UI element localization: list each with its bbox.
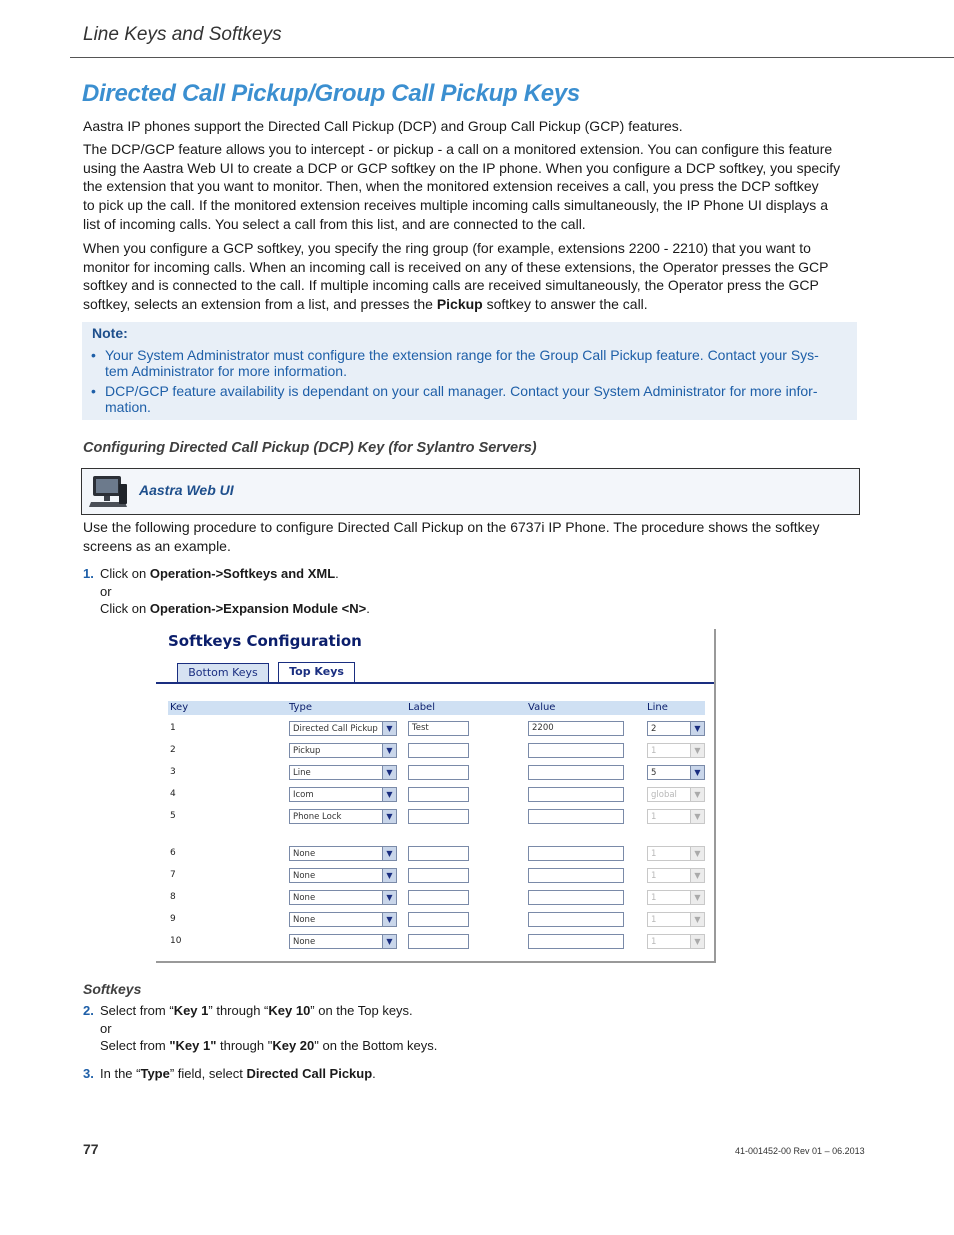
- note-line: DCP/GCP feature availability is dependant on your call manager. Contact your System Administrator for more infor-: [105, 383, 818, 399]
- chevron-down-icon: ▼: [382, 891, 396, 904]
- bullet-icon: •: [91, 347, 96, 363]
- line-value: 2: [651, 724, 657, 734]
- type-value: None: [293, 937, 316, 947]
- key-number: 1: [170, 723, 176, 733]
- type-value: Directed Call Pickup: [293, 724, 378, 734]
- gcp-paragraph: [83, 239, 858, 314]
- document-id: 41-001452-00 Rev 01 – 06.2013: [735, 1146, 865, 1156]
- line-select[interactable]: [647, 868, 705, 883]
- step-1: [100, 565, 370, 618]
- chevron-down-icon: ▼: [382, 788, 396, 801]
- dcp-line: to pick up the call. If the monitored extension receives multiple incoming calls simultaneously, the IP Phone UI displays a: [83, 197, 828, 214]
- note-line: Your System Administrator must configure the extension range for the Group Call Pickup feature. Contact your Sys-: [105, 347, 819, 363]
- step-text: Select from “: [100, 1003, 174, 1018]
- chevron-down-icon: ▼: [690, 744, 704, 757]
- note-line: mation.: [105, 399, 151, 415]
- gcp-line: softkey and is connected to the call. If multiple incoming calls are received simultaneously, the Operator press the GCP: [83, 277, 819, 294]
- chevron-down-icon: ▼: [382, 847, 396, 860]
- step-text: ” field, select: [169, 1066, 247, 1081]
- value-input[interactable]: [528, 809, 624, 824]
- running-header: Line Keys and Softkeys: [83, 24, 282, 45]
- type-value: Icom: [293, 790, 314, 800]
- line-value: 1: [651, 812, 657, 822]
- type-value: None: [293, 893, 316, 903]
- line-value: 1: [651, 893, 657, 903]
- step-line: [100, 1037, 437, 1055]
- dcp-paragraph: [83, 140, 858, 234]
- chevron-down-icon: ▼: [382, 766, 396, 779]
- value-input[interactable]: [528, 846, 624, 861]
- type-select[interactable]: [289, 765, 397, 780]
- type-value: None: [293, 849, 316, 859]
- label-input[interactable]: [408, 868, 469, 883]
- value-input[interactable]: [528, 934, 624, 949]
- dcp-line: using the Aastra Web UI to create a DCP or GCP softkey on the IP phone. When you configure a DCP softkey, you specify: [83, 159, 841, 176]
- line-value: 1: [651, 915, 657, 925]
- field-term: Type: [140, 1066, 170, 1081]
- chevron-down-icon: ▼: [690, 766, 704, 779]
- line-select[interactable]: [647, 787, 705, 802]
- key-number: 6: [170, 848, 176, 858]
- step-line: [100, 600, 370, 618]
- type-value: None: [293, 915, 316, 925]
- chevron-down-icon: ▼: [382, 810, 396, 823]
- note-item: [91, 347, 847, 379]
- step-text: .: [372, 1066, 376, 1081]
- step-text: In the “: [100, 1066, 141, 1081]
- step-line: [100, 565, 370, 583]
- chevron-down-icon: ▼: [382, 744, 396, 757]
- intro-text: Aastra IP phones support the Directed Call Pickup (DCP) and Group Call Pickup (GCP) features.: [83, 118, 683, 134]
- key-number: 10: [170, 936, 182, 946]
- softkeys-config-title: Softkeys Configuration: [168, 632, 362, 650]
- step-text: .: [366, 601, 370, 616]
- gcp-text: softkey to answer the call.: [482, 296, 648, 313]
- chevron-down-icon: ▼: [690, 891, 704, 904]
- value-input[interactable]: [528, 912, 624, 927]
- computer-monitor-icon: [89, 474, 129, 510]
- key-number: 2: [170, 745, 176, 755]
- step-2: [100, 1002, 437, 1055]
- chevron-down-icon: ▼: [382, 722, 396, 735]
- line-select[interactable]: [647, 765, 705, 780]
- dcp-line: The DCP/GCP feature allows you to intercept - or pickup - a call on a monitored extension. You can configure this feature: [83, 141, 833, 157]
- web-ui-banner: [81, 468, 860, 515]
- column-header-value: Value: [526, 701, 647, 715]
- value-input[interactable]: [528, 868, 624, 883]
- step-number: 2.: [83, 1003, 94, 1018]
- softkeys-screenshot: [156, 629, 716, 963]
- gcp-line: When you configure a GCP softkey, you specify the ring group (for example, extensions 2200 - 2210) that you want to: [83, 240, 811, 256]
- key-term: Key 20: [272, 1038, 315, 1053]
- key-term: "Key 1": [169, 1038, 217, 1053]
- step-number: 3.: [83, 1066, 94, 1081]
- label-input[interactable]: [408, 912, 469, 927]
- key-term: Key 10: [268, 1003, 311, 1018]
- step-line: [100, 1002, 437, 1020]
- value-input[interactable]: [528, 890, 624, 905]
- line-value: 1: [651, 871, 657, 881]
- key-number: 9: [170, 914, 176, 924]
- type-select[interactable]: [289, 846, 397, 861]
- chevron-down-icon: ▼: [690, 847, 704, 860]
- gcp-line: monitor for incoming calls. When an incoming call is received on any of these extensions, the Operator presses the GCP: [83, 258, 829, 275]
- note-item: [91, 383, 847, 415]
- step-3: [100, 1065, 376, 1083]
- step-text: through ": [216, 1038, 273, 1053]
- chevron-down-icon: ▼: [382, 913, 396, 926]
- header-divider: [70, 57, 954, 58]
- page-title: Directed Call Pickup/Group Call Pickup Keys: [82, 80, 580, 107]
- dcp-line: list of incoming calls. You select a call from this list, and are connected to the call.: [83, 215, 586, 232]
- chevron-down-icon: ▼: [382, 869, 396, 882]
- step-text: .: [335, 566, 339, 581]
- label-input[interactable]: [408, 846, 469, 861]
- line-value: 1: [651, 937, 657, 947]
- key-number: 5: [170, 811, 176, 821]
- step-text: Click on: [100, 601, 150, 616]
- step-or: or: [100, 583, 112, 599]
- note-box: [82, 322, 857, 420]
- type-select[interactable]: [289, 868, 397, 883]
- type-select[interactable]: [289, 912, 397, 927]
- procedure-line: screens as an example.: [83, 537, 231, 554]
- column-header-label: Label: [406, 701, 528, 715]
- dcp-line: the extension that you want to monitor. Then, when the monitored extension receives a call, you press the DCP softkey: [83, 178, 819, 195]
- bullet-icon: •: [91, 383, 96, 399]
- key-number: 4: [170, 789, 176, 799]
- column-header-key: Key: [168, 701, 289, 715]
- line-select[interactable]: [647, 743, 705, 758]
- type-value: None: [293, 871, 316, 881]
- line-select[interactable]: [647, 912, 705, 927]
- step-or: or: [100, 1020, 112, 1036]
- line-value: global: [651, 790, 677, 800]
- label-input[interactable]: [408, 809, 469, 824]
- step-text: ” on the Top keys.: [310, 1003, 413, 1018]
- section-subheading: Configuring Directed Call Pickup (DCP) Key (for Sylantro Servers): [83, 440, 537, 456]
- key-number: 8: [170, 892, 176, 902]
- value-input[interactable]: 2200: [528, 721, 624, 736]
- type-value: Line: [293, 768, 311, 778]
- chevron-down-icon: ▼: [690, 869, 704, 882]
- tab-top-keys[interactable]: Top Keys: [278, 662, 355, 683]
- line-select[interactable]: [647, 846, 705, 861]
- type-select[interactable]: [289, 787, 397, 802]
- chevron-down-icon: ▼: [690, 913, 704, 926]
- type-select[interactable]: [289, 934, 397, 949]
- gcp-text: softkey, selects an extension from a list, and presses the: [83, 296, 437, 313]
- line-value: 5: [651, 768, 657, 778]
- type-select[interactable]: [289, 743, 397, 758]
- key-term: Key 1: [173, 1003, 209, 1018]
- label-input[interactable]: [408, 890, 469, 905]
- label-input[interactable]: [408, 787, 469, 802]
- value-input[interactable]: [528, 743, 624, 758]
- option-term: Directed Call Pickup: [246, 1066, 373, 1081]
- step-text: Click on: [100, 566, 150, 581]
- line-select[interactable]: [647, 809, 705, 824]
- line-value: 1: [651, 849, 657, 859]
- step-text: " on the Bottom keys.: [314, 1038, 438, 1053]
- step-number: 1.: [83, 566, 94, 581]
- type-value: Pickup: [293, 746, 321, 756]
- chevron-down-icon: ▼: [690, 788, 704, 801]
- line-value: 1: [651, 746, 657, 756]
- web-ui-label: Aastra Web UI: [139, 482, 234, 498]
- label-input[interactable]: [408, 743, 469, 758]
- page-number: 77: [83, 1141, 99, 1157]
- menu-path: Operation->Expansion Module <N>: [149, 601, 367, 616]
- figure-caption: Softkeys: [83, 981, 142, 997]
- label-input[interactable]: [408, 765, 469, 780]
- value-input[interactable]: [528, 787, 624, 802]
- procedure-line: Use the following procedure to configure Directed Call Pickup on the 6737i IP Phone. The procedure shows the softkey: [83, 519, 820, 535]
- step-line: [100, 1065, 376, 1083]
- menu-path: Operation->Softkeys and XML: [149, 566, 336, 581]
- chevron-down-icon: ▼: [382, 935, 396, 948]
- note-title: Note:: [92, 325, 128, 341]
- column-header-line: Line: [645, 701, 705, 715]
- note-line: tem Administrator for more information.: [105, 363, 347, 379]
- gcp-line: [83, 295, 858, 314]
- chevron-down-icon: ▼: [690, 810, 704, 823]
- chevron-down-icon: ▼: [690, 722, 704, 735]
- step-text: ” through “: [208, 1003, 269, 1018]
- tab-bottom-keys[interactable]: Bottom Keys: [177, 663, 269, 682]
- line-select[interactable]: [647, 934, 705, 949]
- key-number: 7: [170, 870, 176, 880]
- procedure-intro: [83, 518, 858, 555]
- type-select[interactable]: [289, 890, 397, 905]
- line-select[interactable]: [647, 721, 705, 736]
- tab-divider: [156, 682, 714, 684]
- pickup-term: Pickup: [436, 296, 483, 313]
- label-input[interactable]: [408, 934, 469, 949]
- step-text: Select from: [100, 1038, 170, 1053]
- line-select[interactable]: [647, 890, 705, 905]
- chevron-down-icon: ▼: [690, 935, 704, 948]
- column-header-type: Type: [287, 701, 408, 715]
- intro-paragraph: [83, 117, 858, 136]
- type-select[interactable]: [289, 721, 397, 736]
- type-value: Phone Lock: [293, 812, 342, 822]
- key-number: 3: [170, 767, 176, 777]
- type-select[interactable]: [289, 809, 397, 824]
- label-input[interactable]: Test: [408, 721, 469, 736]
- value-input[interactable]: [528, 765, 624, 780]
